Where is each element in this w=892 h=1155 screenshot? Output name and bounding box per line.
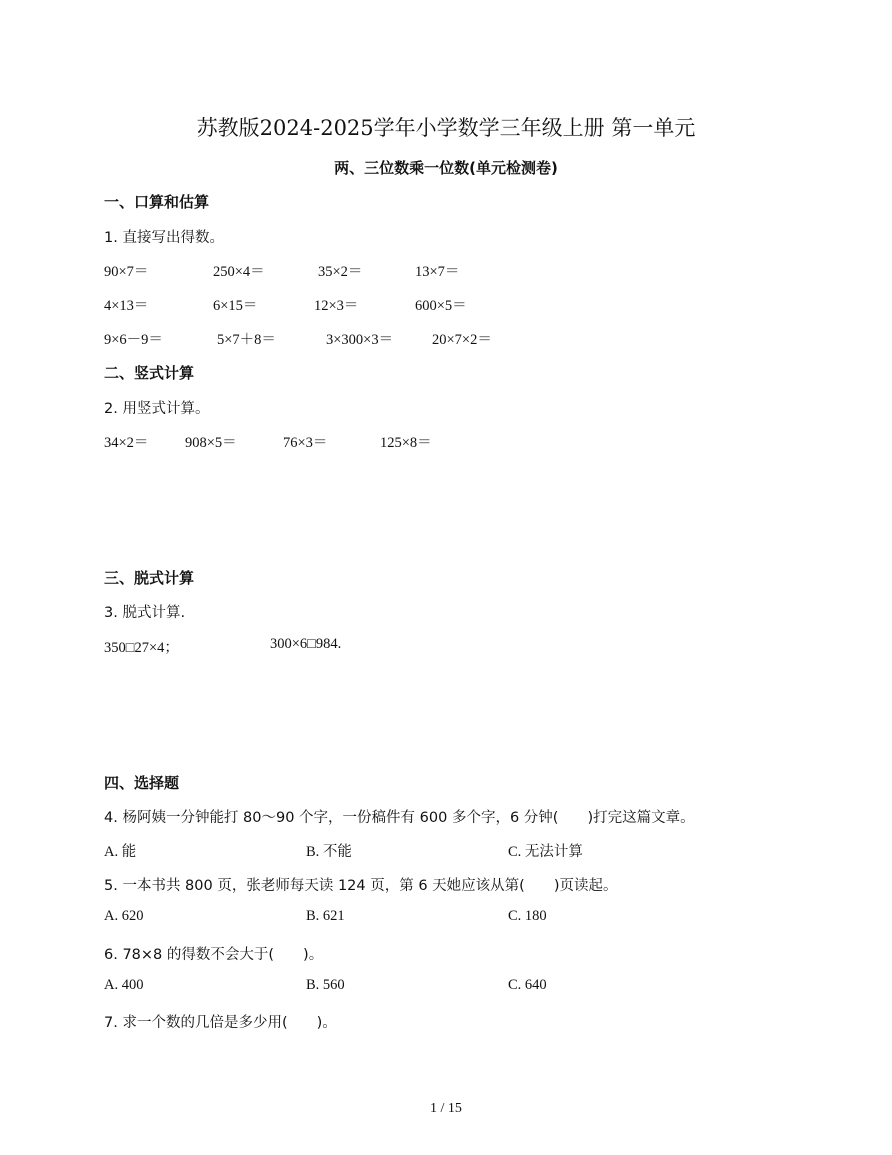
option-a: A. 400 (104, 977, 144, 993)
math-item: 90×7＝ (104, 264, 149, 280)
section-heading-2: 二、竖式计算 (104, 364, 195, 382)
section-heading-4: 四、选择题 (104, 774, 180, 792)
page-number: 1 / 15 (430, 1101, 462, 1116)
section-heading-1: 一、口算和估算 (104, 193, 210, 211)
option-b: B. 560 (306, 977, 345, 993)
question-4: 4. 杨阿姨一分钟能打 80～90 个字，一份稿件有 600 多个字，6 分钟( )打完这篇文章。 (104, 810, 695, 826)
math-item: 35×2＝ (318, 264, 363, 280)
math-item: 125×8＝ (380, 435, 432, 451)
question-2: 2. 用竖式计算。 (104, 401, 210, 417)
math-item: 350□27×4； (104, 640, 179, 656)
math-item: 600×5＝ (415, 298, 467, 314)
option-b: B. 621 (306, 908, 345, 924)
question-1: 1. 直接写出得数。 (104, 230, 224, 246)
option-a: A. 620 (104, 908, 144, 924)
math-item: 3×300×3＝ (326, 332, 394, 348)
math-item: 908×5＝ (185, 435, 237, 451)
option-c: C. 无法计算 (508, 844, 583, 860)
math-item: 13×7＝ (415, 264, 460, 280)
math-item: 34×2＝ (104, 435, 149, 451)
math-item: 6×15＝ (213, 298, 258, 314)
math-item: 12×3＝ (314, 298, 359, 314)
document-title: 苏教版2024-2025学年小学数学三年级上册 第一单元 (196, 116, 696, 140)
option-a: A. 能 (104, 844, 137, 860)
math-item: 20×7×2＝ (432, 332, 492, 348)
question-7: 7. 求一个数的几倍是多少用( )。 (104, 1015, 337, 1031)
section-heading-3: 三、脱式计算 (104, 569, 195, 587)
math-item: 250×4＝ (213, 264, 265, 280)
option-c: C. 180 (508, 908, 547, 924)
question-6: 6. 78×8 的得数不会大于( )。 (104, 947, 324, 963)
math-item: 300×6□984. (270, 636, 342, 652)
math-item: 5×7＋8＝ (217, 332, 276, 348)
question-3: 3. 脱式计算. (104, 605, 186, 621)
option-b: B. 不能 (306, 844, 352, 860)
math-item: 4×13＝ (104, 298, 149, 314)
math-item: 76×3＝ (283, 435, 328, 451)
math-item: 9×6－9＝ (104, 332, 163, 348)
document-subtitle: 两、三位数乘一位数(单元检测卷) (334, 159, 558, 177)
option-c: C. 640 (508, 977, 547, 993)
question-5: 5. 一本书共 800 页，张老师每天读 124 页，第 6 天她应该从第( )页读起。 (104, 878, 618, 894)
